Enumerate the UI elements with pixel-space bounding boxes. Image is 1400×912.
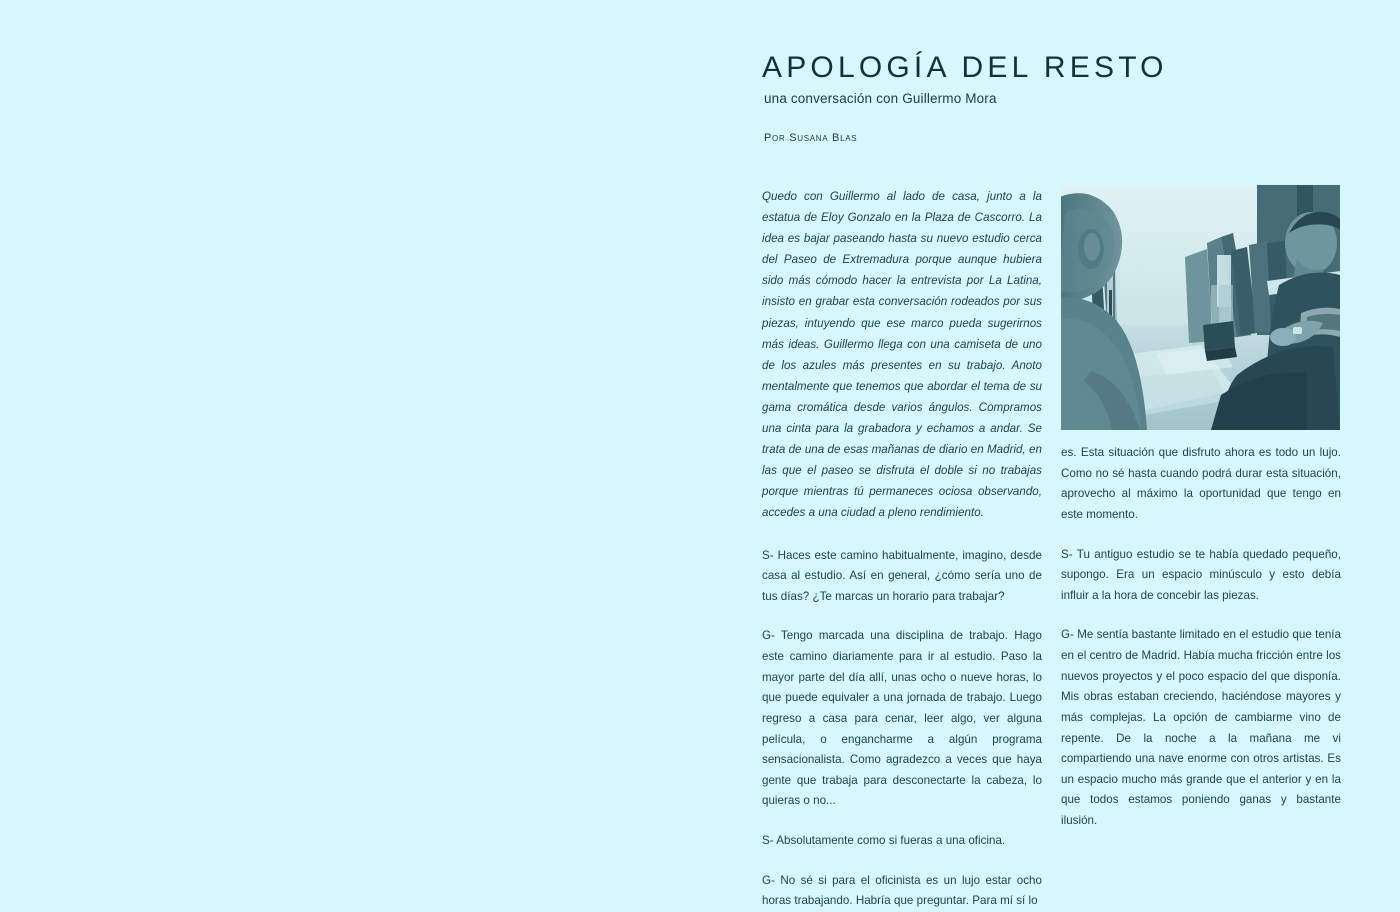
lede-paragraph: Quedo con Guillermo al lado de casa, junto a la estatua de Eloy Gonzalo en la Plaza de Cascorro. La idea es bajar paseando hasta su nuevo estudio cerca del Paseo de Extremadura porque aunque hubiera sido más cómodo hacer la entrevista por La Latina, insisto en grabar esta conversación rodeados por sus piezas, intuyendo que ese marco pueda sugerirnos más ideas. Guillermo llega con una camiseta de uno de los azules más presentes en su trabajo. Anoto mentalmente que tenemos que abordar el tema de su gama cromática desde varios ángulos. Compramos una cinta para la grabadora y echamos a andar. Se trata de una de esas mañanas de diario en Madrid, en las que el paseo se disfruta el doble si no trabajas porque mientras tú permaneces ociosa observando, accedes a una ciudad a pleno rendimiento. xyxy=(762,190,1042,520)
paragraph-answer-2-continued: es. Esta situación que disfruto ahora es todo un lujo. Como no sé hasta cuando podrá durar esta situación, aprovecho al máximo la oportunidad que tengo en este momento. xyxy=(1061,446,1341,521)
paragraph-answer-3: G- Me sentía bastante limitado en el estudio que tenía en el centro de Madrid. Había mucha fricción entre los nuevos proyectos y el poco espacio del que disponía. Mis obras estaban creciendo, haciéndose mayores y más complejas. La opción de cambiarme vino de repente. De la noche a la mañana me vi compartiendo una nave enorme con otros artistas. Es un espacio mucho más grande que el anterior y en la que todos estamos poniendo ganas y bastante ilusión. xyxy=(1061,628,1341,827)
paragraph-answer-2: G- No sé si para el oficinista es un lujo estar ocho horas trabajando. Habría que preguntar. Para mí sí lo xyxy=(762,873,1042,908)
paragraph-question-1: S- Haces este camino habitualmente, imagino, desde casa al estudio. Así en general, ¿cómo sería uno de tus días? ¿Te marcas un horario para trabajar? xyxy=(762,548,1042,603)
masthead xyxy=(762,52,1342,144)
article-subtitle: una conversación con Guillermo Mora xyxy=(764,90,997,106)
article-photo xyxy=(1061,185,1340,430)
page-title: APOLOGÍA DEL RESTO xyxy=(762,51,1168,84)
studio-photo-illustration xyxy=(1061,185,1340,430)
paragraph-question-3: S- Tu antiguo estudio se te había quedado pequeño, supongo. Era un espacio minúsculo y esto debía influir a la hora de concebir las piezas. xyxy=(1061,547,1341,602)
column-right xyxy=(1061,443,1341,832)
paragraph-question-2: S- Absolutamente como si fueras a una oficina. xyxy=(762,834,1006,847)
column-left xyxy=(762,186,1042,912)
byline: Por Susana Blas xyxy=(764,131,858,144)
paragraph-answer-1: G- Tengo marcada una disciplina de trabajo. Hago este camino diariamente para ir al estudio. Paso la mayor parte del día allí, unas ocho o nueve horas, lo que puede equivaler a una jornada de trabajo. Luego regreso a casa para cenar, leer algo, ver alguna película, o engancharme a algún programa sensacionalista. Como agradezco a veces que haya gente que trabaja para desconectarte la cabeza, lo quieras o no... xyxy=(762,629,1042,808)
